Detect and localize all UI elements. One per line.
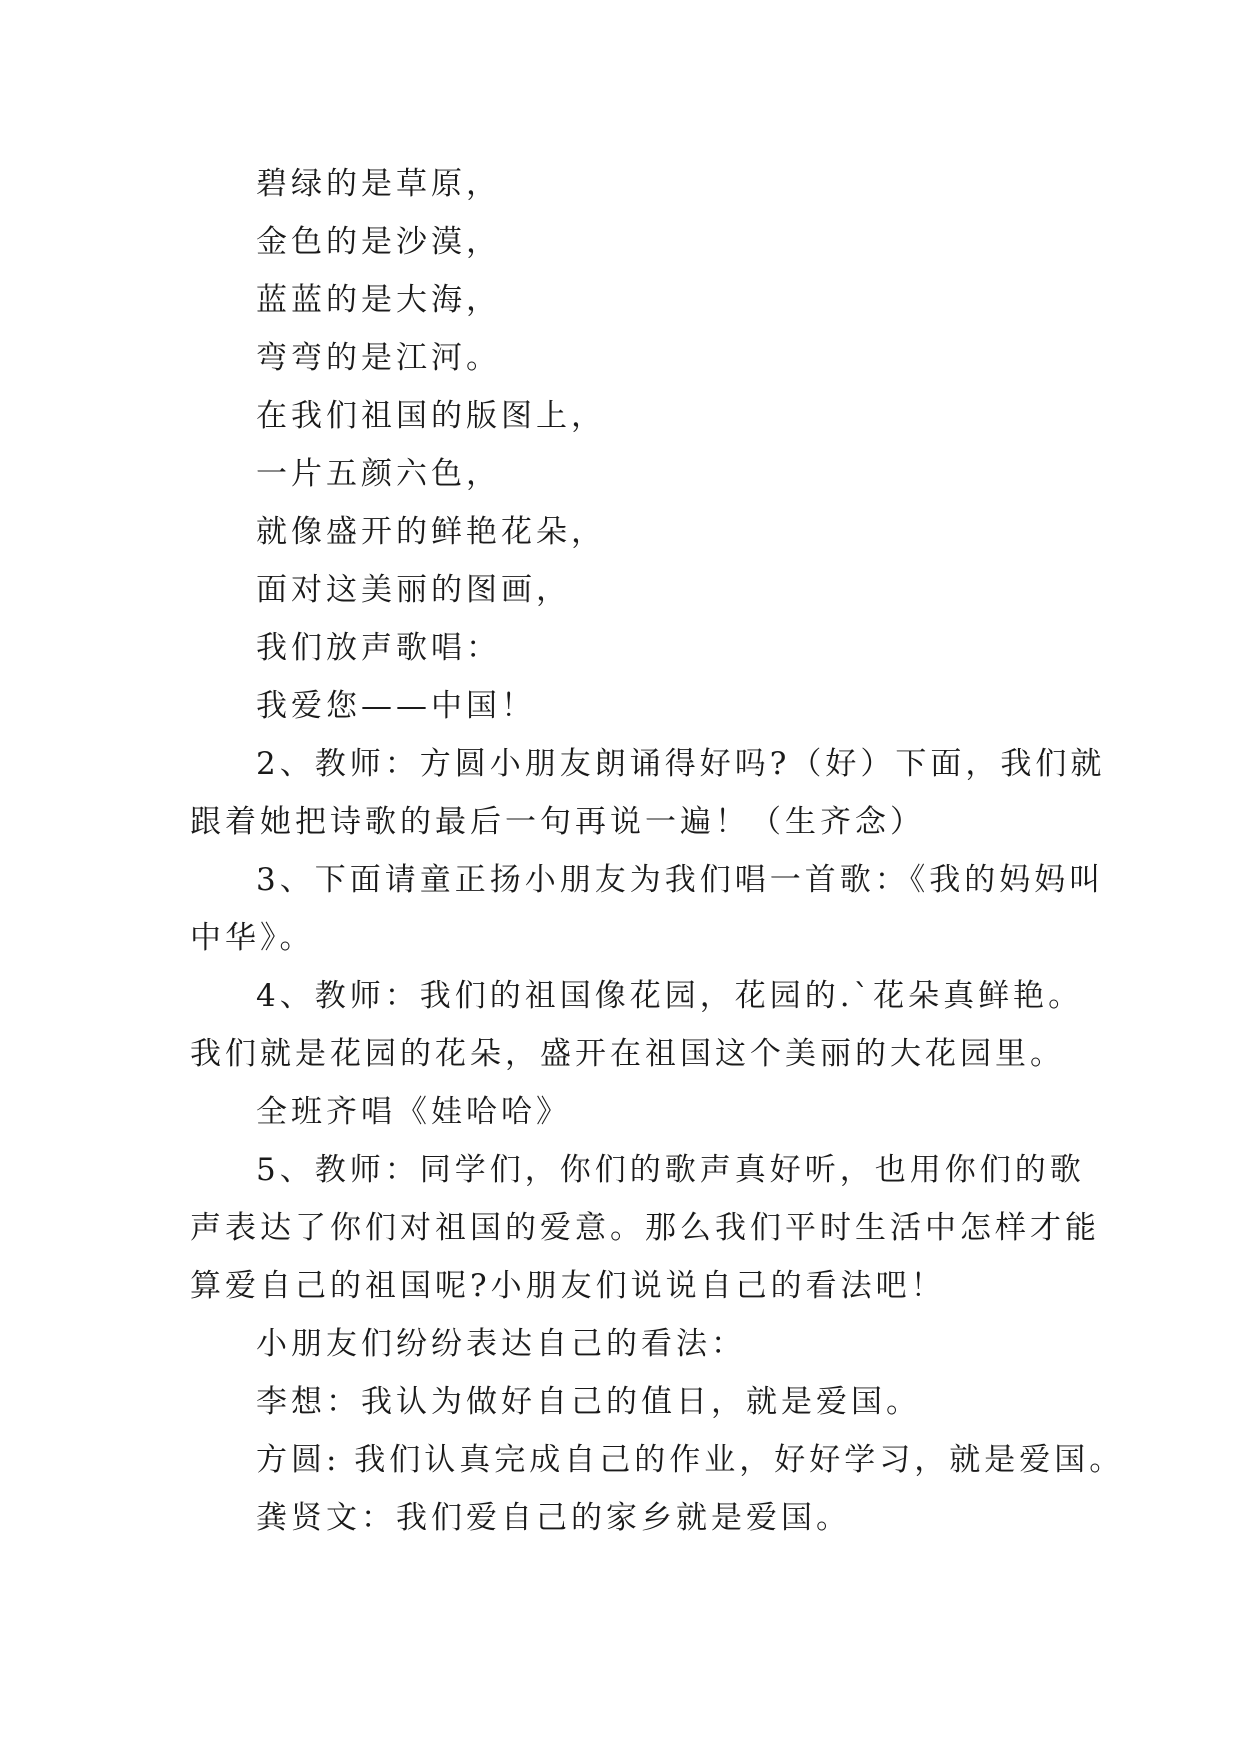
text-line: 弯弯的是江河。 xyxy=(256,340,501,376)
text-line: 5、教师：同学们，你们的歌声真好听，也用你们的歌 xyxy=(256,1152,1085,1188)
text-line: 2、教师：方圆小朋友朗诵得好吗?（好）下面，我们就 xyxy=(256,746,1106,782)
text-line: 蓝蓝的是大海， xyxy=(256,282,501,318)
text-line: 小朋友们纷纷表达自己的看法： xyxy=(256,1326,746,1362)
text-line: 在我们祖国的版图上， xyxy=(256,398,606,434)
text-line: 龚贤文：我们爱自己的家乡就是爱国。 xyxy=(256,1500,851,1536)
text-line: 算爱自己的祖国呢?小朋友们说说自己的看法吧！ xyxy=(190,1268,946,1304)
text-line: 4、教师：我们的祖国像花园，花园的.`花朵真鲜艳。 xyxy=(256,978,1084,1014)
text-line: 面对这美丽的图画， xyxy=(256,572,571,608)
text-line: 方圆: 我们认真完成自己的作业，好好学习，就是爱国。 xyxy=(256,1442,1125,1478)
text-line: 全班齐唱《娃哈哈》 xyxy=(256,1094,571,1130)
text-line: 跟着她把诗歌的最后一句再说一遍！（生齐念） xyxy=(190,804,925,840)
text-line: 碧绿的是草原， xyxy=(256,166,501,202)
text-line: 我爱您——中国！ xyxy=(256,688,536,724)
text-line: 就像盛开的鲜艳花朵， xyxy=(256,514,606,550)
document-body xyxy=(190,155,1125,1547)
text-line: 我们就是花园的花朵，盛开在祖国这个美丽的大花园里。 xyxy=(190,1036,1065,1072)
text-line: 3、下面请童正扬小朋友为我们唱一首歌：《我的妈妈叫 xyxy=(256,862,1105,898)
text-line: 声表达了你们对祖国的爱意。那么我们平时生活中怎样才能 xyxy=(190,1210,1100,1246)
text-line: 李想：我认为做好自己的值日，就是爱国。 xyxy=(256,1384,921,1420)
text-line: 一片五颜六色， xyxy=(256,456,501,492)
text-line: 中华》。 xyxy=(190,920,315,956)
text-line: 金色的是沙漠， xyxy=(256,224,501,260)
text-line: 我们放声歌唱： xyxy=(256,630,501,666)
